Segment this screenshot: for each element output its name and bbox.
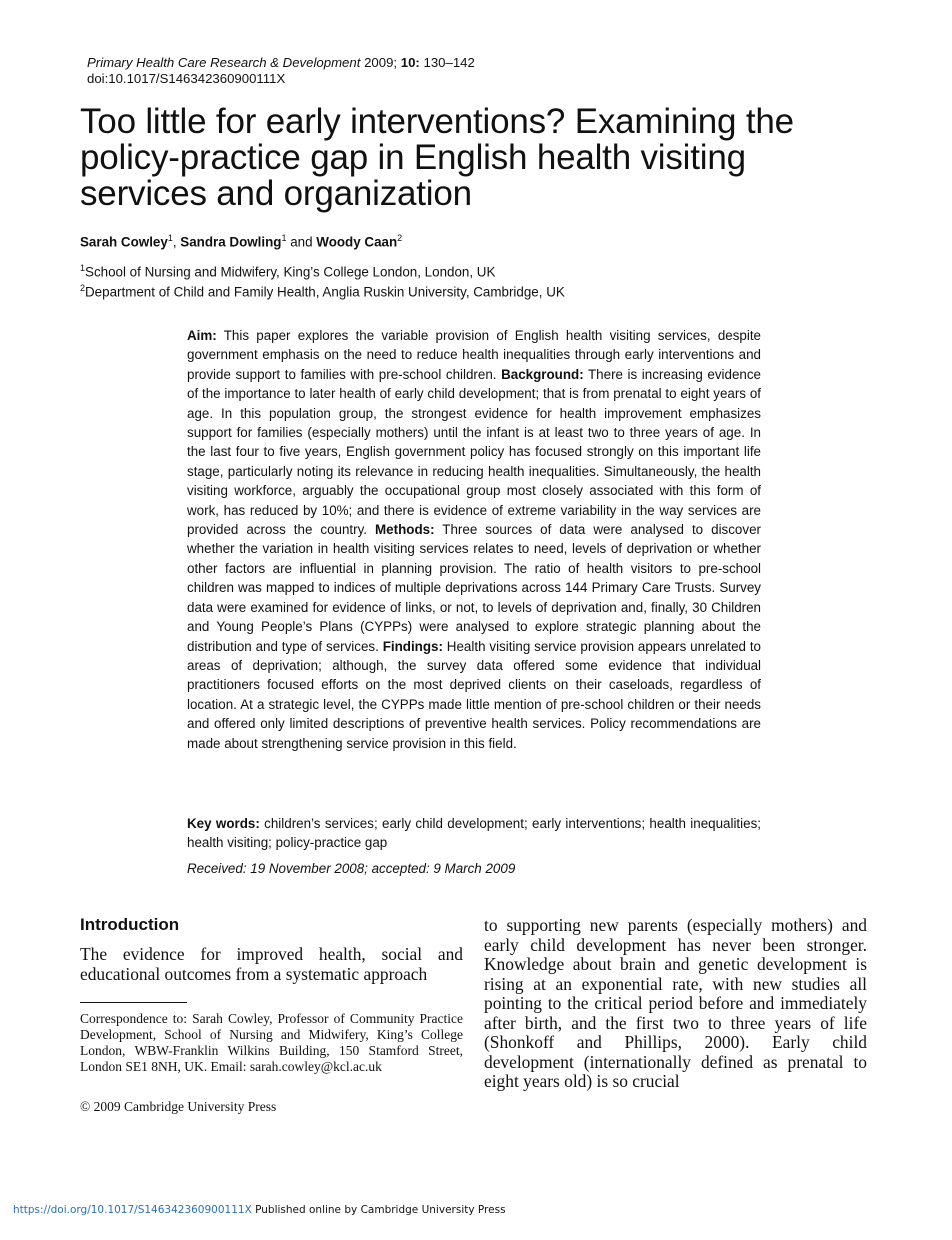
copyright-notice: © 2009 Cambridge University Press xyxy=(80,1099,277,1114)
doi-link[interactable]: https://doi.org/10.1017/S146342360900111X xyxy=(13,1204,252,1216)
affiliation: $^1$School of Nursing and Midwifery, King’s College London, London, UK xyxy=(80,263,496,280)
keywords-label: Key words: xyxy=(187,816,260,831)
abstract-background: There is increasing evidence of the importance to later health of early child development; that is from prenatal to eight years of age. In this population group, the strongest evidence for health improvement emphasizes support for families (especially mothers) until the infant is at least two to three years of age. In the last four to five years, English government policy has focused strongly on this important life stage, particularly noting its relevance in reducing health inequalities. Simultaneously, the health visiting workforce, arguably the occupational group most closely associated with this form of work, has reduced by 10%; and there is evidence of extreme variability in the way services are provided across the country. xyxy=(187,366,761,538)
keywords-text: children’s services; early child development; early interventions; health inequalities; health visiting; policy-practice gap xyxy=(187,816,761,851)
journal-line xyxy=(87,55,475,71)
abstract-findings-label: Findings: xyxy=(382,638,443,654)
section-heading-introduction: Introduction xyxy=(80,915,180,934)
publisher-note: Published online by Cambridge University Press xyxy=(251,1204,506,1216)
author-name: Sarah Cowley xyxy=(80,234,168,250)
abstract-findings: Health visiting service provision appears unrelated to areas of deprivation; although, the survey data offered some evidence that individual practitioners focused efforts on the most deprived clients on their caseloads, regardless of location. At a strategic level, the CYPPs made little mention of pre-school children or their needs and offered only limited descriptions of preventive health services. Policy recommendations are made about strengthening service provision in this field. xyxy=(187,638,761,751)
article-title: Too little for early interventions? Examining the policy-practice gap in English health visiting services and organization xyxy=(80,102,794,213)
journal-year: 2009; xyxy=(364,55,398,70)
page-footer xyxy=(13,1204,506,1216)
body-text-right: to supporting new parents (especially mothers) and early child development has never been stronger. Knowledge about brain and genetic development is rising at an exponential rate, with new studies all pointing to the critical period before and immediately after birth, and the first two to three years of life (Shonkoff and Phillips, 2000). Early child development (internationally defined as prenatal to eight years old) is so crucial xyxy=(484,915,867,1091)
abstract-methods: Three sources of data were analysed to discover whether the variation in health visiting services relates to need, levels of deprivation or whether other factors are influential in planning provision. The ratio of health visitors to pre-school children was mapped to indices of multiple deprivations across 144 Primary Care Trusts. Survey data were examined for evidence of links, or not, to levels of deprivation and, finally, 30 Children and Young People’s Plans (CYPPs) were analysed to explore strategic planning about the distribution and type of services. xyxy=(187,522,761,654)
journal-volume: 10: xyxy=(400,55,420,70)
journal-citation xyxy=(87,55,475,87)
abstract xyxy=(187,326,761,753)
author-affil-marker: 2 xyxy=(397,233,403,243)
journal-doi: doi:10.1017/S146342360900111X xyxy=(87,71,286,86)
correspondence-note: Correspondence to: Sarah Cowley, Professor of Community Practice Development, School of Nursing and Midwifery, King’s College London, WBW-Franklin Wilkins Building, 150 Stamford Street, London SE1 8NH, UK. Email: sarah.cowley@kcl.ac.uk xyxy=(80,1011,463,1074)
author-affil-marker: 1 xyxy=(281,233,287,243)
affiliations xyxy=(80,260,565,301)
journal-name: Primary Health Care Research & Development xyxy=(87,55,361,70)
journal-pages: 130–142 xyxy=(423,55,475,70)
abstract-aim-label: Aim: xyxy=(187,328,217,343)
author-affil-marker: 1 xyxy=(167,233,173,243)
keywords xyxy=(187,814,761,853)
abstract-aim: This paper explores the variable provision of English health visiting services, despite government emphasis on the need to reduce health inequalities through early interventions and provide support to families with pre-school children. xyxy=(187,328,761,382)
abstract-background-label: Background: xyxy=(501,366,584,382)
author-name: Woody Caan xyxy=(316,234,398,250)
body-text-left: The evidence for improved health, social and educational outcomes from a systematic approach xyxy=(80,944,463,984)
affiliation: $^2$Department of Child and Family Health, Anglia Ruskin University, Cambridge, UK xyxy=(80,283,565,300)
footnote-divider xyxy=(80,1002,187,1003)
author-list: Sarah Cowley$^1$, Sandra Dowling$^1$ and Woody Caan$^2$ xyxy=(80,233,403,250)
received-dates: Received: 19 November 2008; accepted: 9 March 2009 xyxy=(187,861,516,876)
author-name: Sandra Dowling xyxy=(180,234,282,250)
abstract-methods-label: Methods: xyxy=(375,522,435,538)
